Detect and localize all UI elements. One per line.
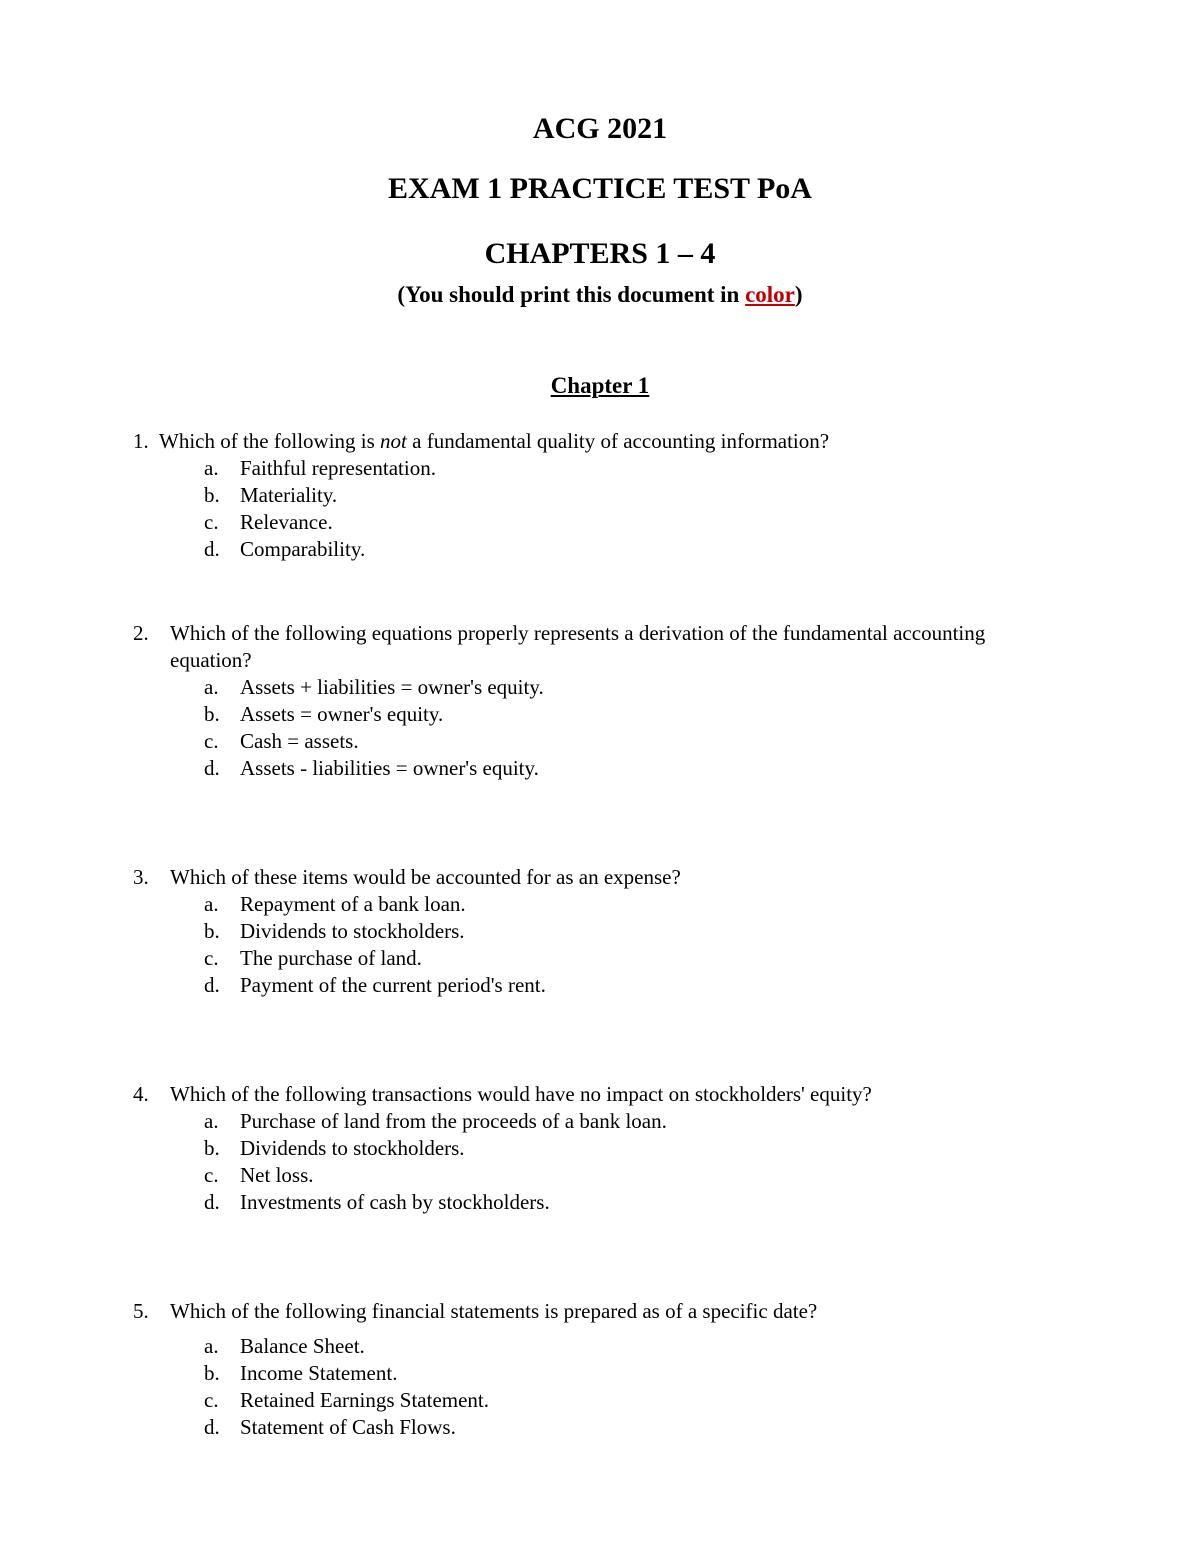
option-letter: a.	[204, 1334, 219, 1358]
question-number: 1.	[133, 429, 149, 453]
question-number: 3.	[133, 865, 149, 889]
option-text: Income Statement.	[240, 1361, 398, 1385]
option-letter: a.	[204, 892, 219, 916]
question-stem	[0, 864, 1200, 891]
option-text: Investments of cash by stockholders.	[240, 1190, 550, 1214]
question-text: Which of the following equations properly represents a derivation of the fundamental accounting	[170, 621, 986, 645]
option-text: Relevance.	[240, 510, 333, 534]
option-b	[0, 1135, 1200, 1162]
print-note-color-word: color	[745, 282, 795, 307]
option-text: Faithful representation.	[240, 456, 436, 480]
question-text-before: Which of the following is	[159, 429, 381, 453]
print-note-after: )	[794, 282, 803, 307]
option-letter: c.	[204, 729, 219, 753]
option-text: Dividends to stockholders.	[240, 919, 465, 943]
question-text	[159, 428, 829, 455]
question-stem	[0, 620, 1200, 647]
question-number: 4.	[133, 1082, 149, 1106]
option-text: Statement of Cash Flows.	[240, 1415, 456, 1439]
option-text: Cash = assets.	[240, 729, 359, 753]
question-stem-continued	[0, 647, 1200, 674]
option-b	[0, 1360, 1200, 1387]
option-letter: c.	[204, 1163, 219, 1187]
option-text: Comparability.	[240, 537, 366, 561]
question-text-after: a fundamental quality of accounting information?	[406, 429, 830, 453]
option-a	[0, 455, 1200, 482]
question-number: 5.	[133, 1299, 149, 1323]
option-letter: c.	[204, 946, 219, 970]
option-c	[0, 509, 1200, 536]
question-stem	[0, 1298, 1200, 1325]
option-d	[0, 972, 1200, 999]
chapters-title: CHAPTERS 1 – 4	[484, 237, 716, 270]
question-5	[0, 1298, 1200, 1441]
option-d	[0, 1414, 1200, 1441]
print-note-before: (You should print this document in	[397, 282, 746, 307]
option-b	[0, 701, 1200, 728]
chapter-heading: Chapter 1	[550, 373, 650, 398]
option-letter: b.	[204, 1361, 220, 1385]
option-text: Assets = owner's equity.	[240, 702, 444, 726]
question-stem	[0, 1081, 1200, 1108]
option-c	[0, 1162, 1200, 1189]
question-text: equation?	[170, 648, 252, 672]
option-text: Net loss.	[240, 1163, 314, 1187]
option-letter: b.	[204, 1136, 220, 1160]
option-letter: b.	[204, 483, 220, 507]
question-text-italic: not	[380, 429, 407, 453]
option-d	[0, 1189, 1200, 1216]
question-4	[0, 1081, 1200, 1216]
option-d	[0, 536, 1200, 563]
option-letter: a.	[204, 1109, 219, 1133]
question-stem	[0, 428, 1200, 455]
option-letter: a.	[204, 456, 219, 480]
question-2	[0, 620, 1200, 782]
print-note	[0, 281, 1200, 309]
option-a	[0, 674, 1200, 701]
option-text: Materiality.	[240, 483, 338, 507]
option-d	[0, 755, 1200, 782]
option-text: Payment of the current period's rent.	[240, 973, 546, 997]
question-3	[0, 864, 1200, 999]
option-text: Purchase of land from the proceeds of a bank loan.	[240, 1109, 667, 1133]
option-letter: c.	[204, 510, 219, 534]
option-letter: d.	[204, 1415, 220, 1439]
option-a	[0, 1108, 1200, 1135]
option-c	[0, 945, 1200, 972]
option-text: Assets + liabilities = owner's equity.	[240, 675, 544, 699]
question-number: 2.	[133, 621, 149, 645]
option-letter: b.	[204, 702, 220, 726]
option-letter: d.	[204, 973, 220, 997]
option-text: Balance Sheet.	[240, 1334, 365, 1358]
question-text: Which of the following transactions would have no impact on stockholders' equity?	[170, 1082, 872, 1106]
option-letter: c.	[204, 1388, 219, 1412]
question-1	[0, 428, 1200, 563]
option-letter: a.	[204, 675, 219, 699]
option-letter: b.	[204, 919, 220, 943]
option-text: Repayment of a bank loan.	[240, 892, 466, 916]
course-title: ACG 2021	[532, 112, 668, 145]
option-text: Dividends to stockholders.	[240, 1136, 465, 1160]
option-text: Retained Earnings Statement.	[240, 1388, 490, 1412]
option-a	[0, 1333, 1200, 1360]
option-letter: d.	[204, 756, 220, 780]
option-text: The purchase of land.	[240, 946, 422, 970]
option-c	[0, 728, 1200, 755]
option-letter: d.	[204, 537, 220, 561]
option-text: Assets - liabilities = owner's equity.	[240, 756, 539, 780]
option-letter: d.	[204, 1190, 220, 1214]
option-c	[0, 1387, 1200, 1414]
option-a	[0, 891, 1200, 918]
option-b	[0, 482, 1200, 509]
question-text: Which of the following financial statements is prepared as of a specific date?	[170, 1299, 818, 1323]
option-b	[0, 918, 1200, 945]
question-text: Which of these items would be accounted for as an expense?	[170, 865, 681, 889]
exam-title: EXAM 1 PRACTICE TEST PoA	[388, 172, 812, 205]
